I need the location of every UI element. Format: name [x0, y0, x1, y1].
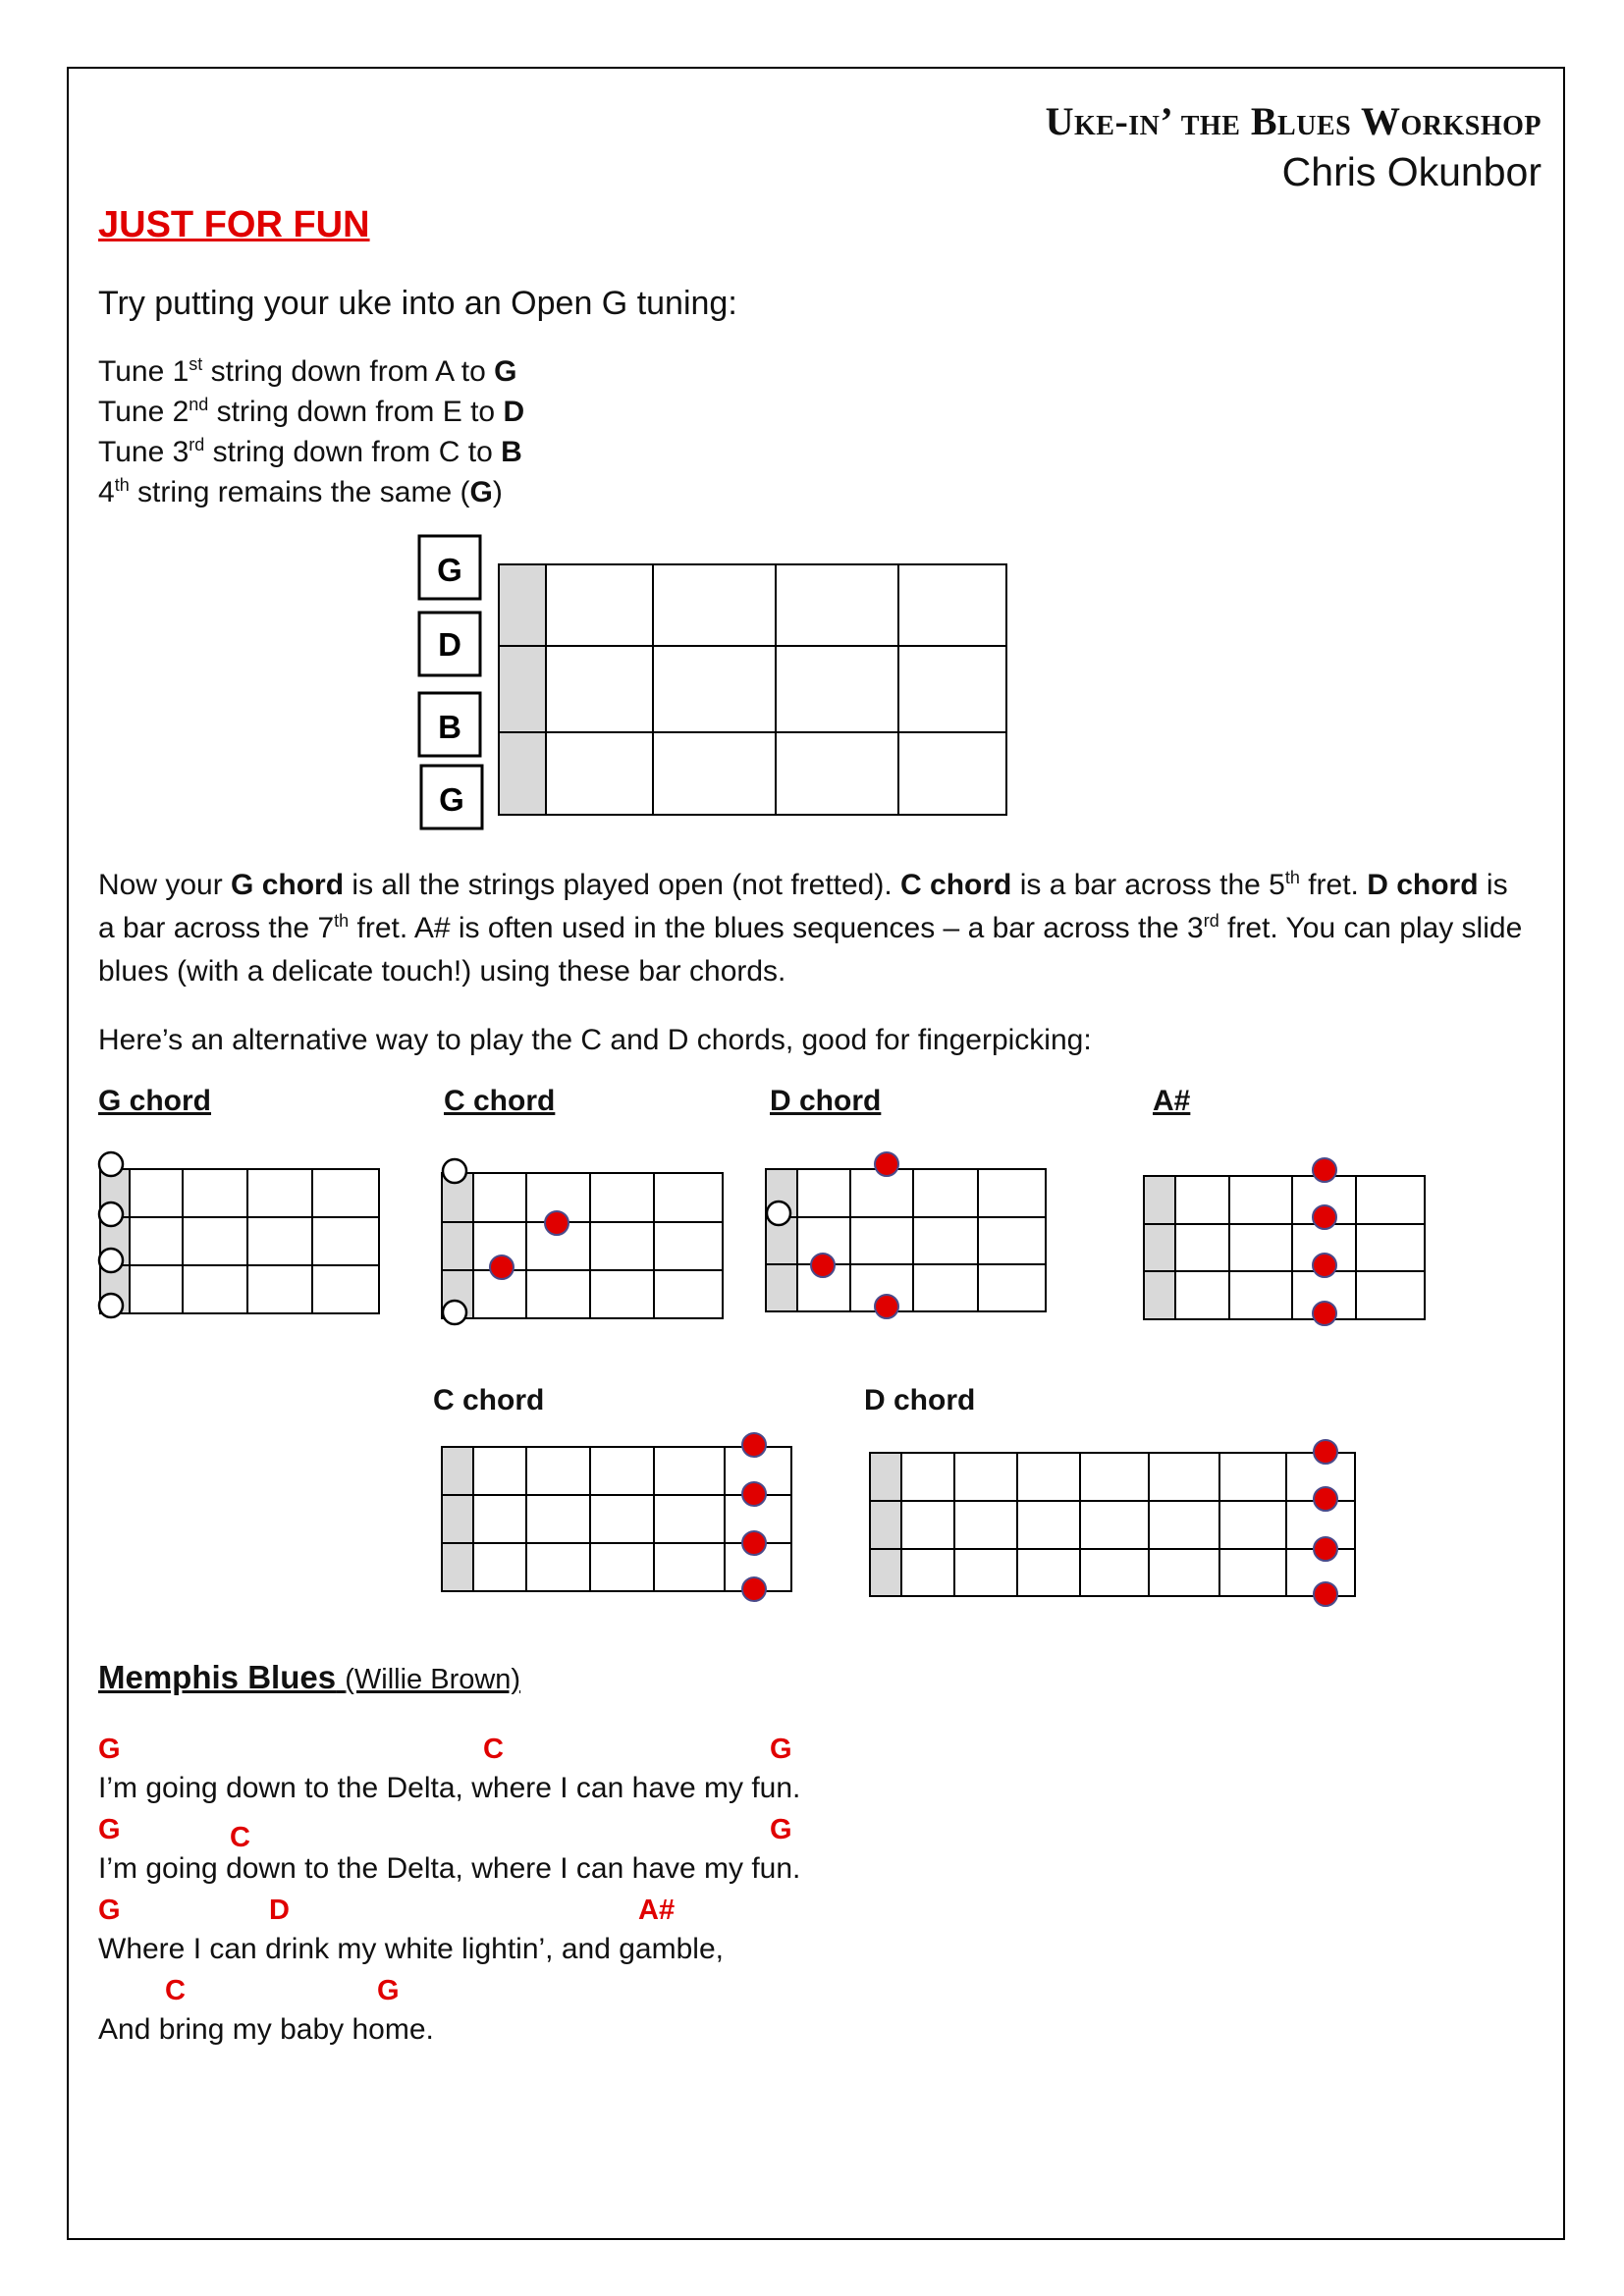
song-title: [98, 1659, 520, 1696]
chord-marker: G: [98, 1895, 121, 1926]
c-bar-chord-label: C chord: [433, 1384, 545, 1416]
c-chord-diagram: [442, 1159, 723, 1324]
d-chord-label: D chord: [770, 1085, 882, 1117]
a-sharp-chord-label: A#: [1153, 1085, 1191, 1117]
c-chord-label: C chord: [444, 1085, 556, 1117]
tuning-string-label: G: [437, 552, 462, 588]
chord-marker: A#: [638, 1895, 676, 1926]
tuning-string-label: D: [438, 626, 461, 663]
tuning-step: Tune 2nd string down from E to D: [98, 395, 525, 428]
tuning-step: 4th string remains the same (G): [98, 475, 503, 508]
author-name: Chris Okunbor: [1281, 149, 1542, 194]
tuning-step: Tune 3rd string down from C to B: [98, 435, 522, 468]
chord-marker: G: [377, 1975, 400, 2006]
song-name: Memphis Blues: [98, 1659, 337, 1695]
bar-chord-explanation: Now your G chord is all the strings played open (not fretted). C chord is a bar across the 5th fret. D chord is a bar across the 7th fret. A# is often used in the blues sequences – a bar across the 3rd fret. You can play slide blues (with a delicate touch!) using these bar chords.: [98, 868, 1523, 988]
section-title: JUST FOR FUN: [98, 204, 370, 245]
lyric-line: I’m going down to the Delta, where I can have my fun.: [98, 1852, 801, 1885]
alternative-intro: Here’s an alternative way to play the C and D chords, good for fingerpicking:: [98, 1024, 1092, 1056]
chord-marker: G: [770, 1814, 792, 1845]
song-artist: (Willie Brown): [345, 1664, 521, 1695]
c-bar-chord-diagram: [442, 1433, 791, 1601]
a-sharp-chord-diagram: [1144, 1158, 1425, 1325]
open-g-fretboard: [499, 564, 1006, 815]
d-bar-chord-diagram: [870, 1440, 1355, 1606]
tuning-boxes: [419, 536, 482, 828]
chord-marker: G: [98, 1734, 121, 1765]
workshop-title: Uke-in’ the Blues Workshop: [1045, 99, 1542, 143]
chord-marker: C: [165, 1975, 186, 2006]
chord-marker: D: [269, 1895, 290, 1926]
tuning-string-label: B: [438, 709, 461, 745]
tuning-step: Tune 1st string down from A to G: [98, 354, 517, 388]
chord-marker: C: [230, 1822, 250, 1853]
tuning-string-label: G: [439, 781, 464, 818]
chord-marker: C: [483, 1734, 504, 1765]
chord-marker: G: [98, 1814, 121, 1845]
d-bar-chord-label: D chord: [864, 1384, 976, 1416]
lyric-line: Where I can drink my white lightin’, and gamble,: [98, 1933, 724, 1965]
intro-text: Try putting your uke into an Open G tuning:: [98, 285, 737, 322]
g-chord-diagram: [99, 1152, 379, 1317]
g-chord-label: G chord: [98, 1085, 212, 1117]
lyric-line: I’m going down to the Delta, where I can have my fun.: [98, 1772, 801, 1804]
lyric-line: And bring my baby home.: [98, 2013, 434, 2046]
chord-marker: G: [770, 1734, 792, 1765]
d-chord-diagram: [766, 1152, 1046, 1318]
